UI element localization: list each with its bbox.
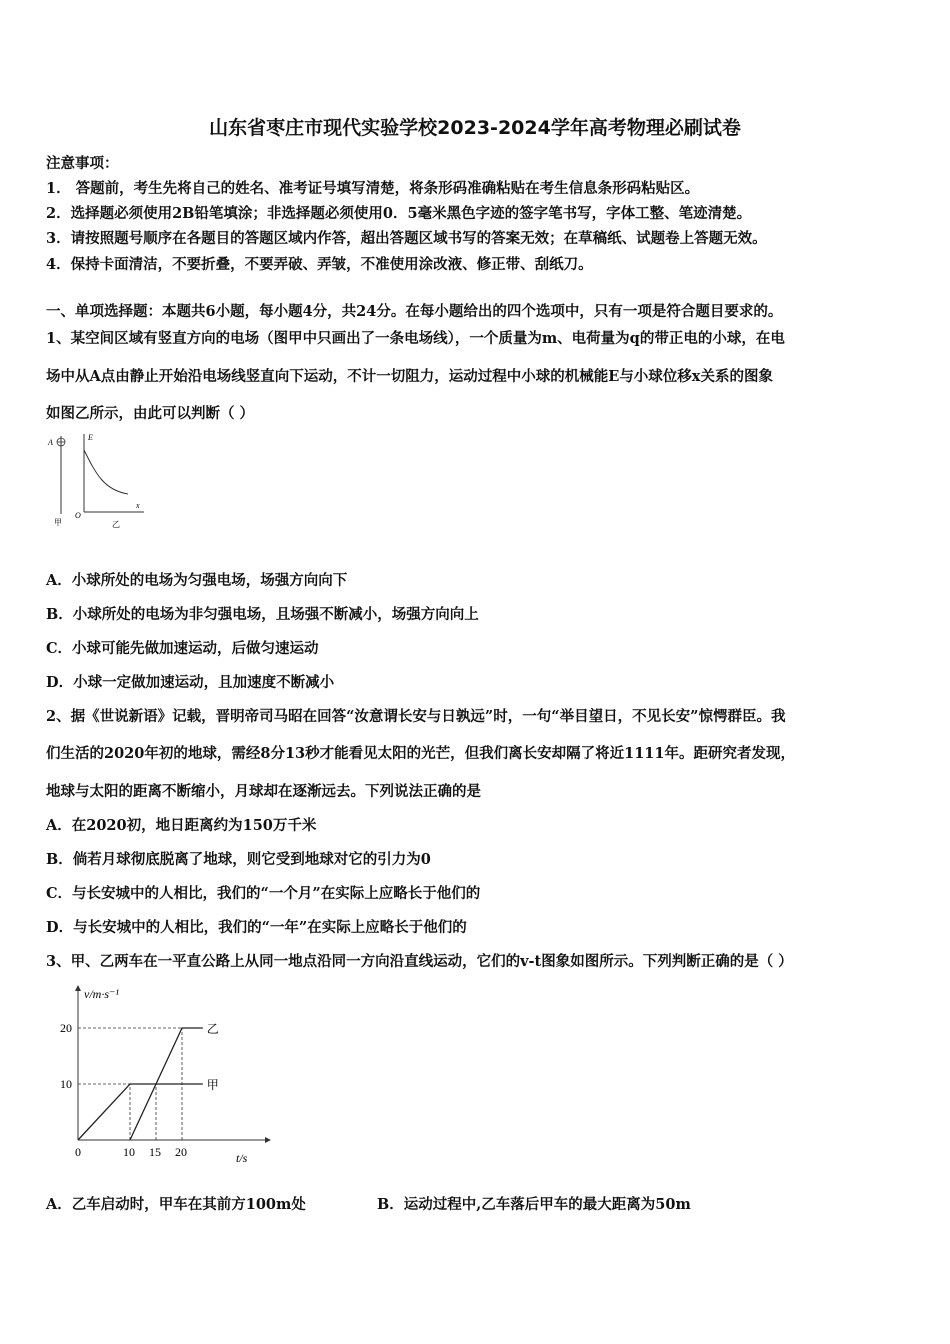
notice-item: 3．请按照题号顺序在各题目的答题区域内作答，超出答题区域书写的答案无效；在草稿纸、试题卷上答题无效。 bbox=[46, 230, 767, 247]
vt-chart bbox=[50, 980, 280, 1170]
question-2-text: 2、据《世说新语》记载，晋明帝司马昭在回答“汝意谓长安与日孰远”时，一句“举目望日，不见长安”惊愕群臣。我 bbox=[46, 708, 786, 725]
option-B: B．小球所处的电场为非匀强电场，且场强不断减小，场强方向向上 bbox=[46, 606, 479, 623]
option-A: A．小球所处的电场为匀强电场，场强方向向下 bbox=[46, 572, 348, 589]
option-D: D．小球一定做加速运动，且加速度不断减小 bbox=[46, 674, 335, 691]
y-tick-label: 10 bbox=[60, 1077, 72, 1091]
y-tick-label: 20 bbox=[60, 1021, 72, 1035]
series-label: 乙 bbox=[206, 1022, 219, 1036]
x-tick-label: 15 bbox=[149, 1145, 161, 1159]
series-line bbox=[78, 1084, 203, 1140]
label-x: x bbox=[136, 501, 140, 510]
notice-item: 2．选择题必须使用2B铅笔填涂；非选择题必须使用0．5毫米黑色字迹的签字笔书写，字体工整、笔迹清楚。 bbox=[46, 205, 752, 222]
x-tick-label: 0 bbox=[75, 1145, 81, 1159]
label-O: O bbox=[75, 511, 81, 520]
e-curve bbox=[84, 450, 128, 494]
option-C: C．与长安城中的人相比，我们的“一个月”在实际上应略长于他们的 bbox=[46, 885, 481, 902]
option-D: D．与长安城中的人相比，我们的“一年”在实际上应略长于他们的 bbox=[46, 919, 467, 936]
option-A: A．乙车启动时，甲车在其前方100m处 bbox=[46, 1196, 306, 1213]
option-C: C．小球可能先做加速运动，后做匀速运动 bbox=[46, 640, 319, 657]
label-E: E bbox=[88, 433, 93, 442]
x-tick-label: 20 bbox=[175, 1145, 187, 1159]
question-2-text: 地球与太阳的距离不断缩小，月球却在逐渐远去。下列说法正确的是 bbox=[46, 783, 481, 800]
y-axis-label: v/m·s⁻¹ bbox=[84, 987, 119, 1001]
series-label: 甲 bbox=[206, 1078, 219, 1092]
question-1-text: 场中从A点由静止开始沿电场线竖直向下运动，不计一切阻力，运动过程中小球的机械能E与小球位移x关系的图象 bbox=[46, 368, 773, 385]
question-1-figure bbox=[44, 428, 154, 530]
notice-heading: 注意事项： bbox=[46, 155, 119, 172]
option-B: B．运动过程中,乙车落后甲车的最大距离为50m bbox=[377, 1196, 691, 1213]
x-axis-label: t/s bbox=[236, 1151, 248, 1165]
x-tick-label: 10 bbox=[123, 1145, 135, 1159]
question-1-text: 如图乙所示，由此可以判断（ ） bbox=[46, 405, 255, 422]
option-A: A．在2020初，地日距离约为150万千米 bbox=[46, 817, 317, 834]
notice-item: 1． 答题前，考生先将自己的姓名、准考证号填写清楚，将条形码准确粘贴在考生信息条形码粘贴区。 bbox=[46, 180, 700, 197]
option-B: B．倘若月球彻底脱离了地球，则它受到地球对它的引力为0 bbox=[46, 851, 431, 868]
caption-yi: 乙 bbox=[112, 520, 120, 529]
notice-item: 4．保持卡面清洁，不要折叠，不要弄破、弄皱，不准使用涂改液、修正带、刮纸刀。 bbox=[46, 256, 593, 273]
label-A: A bbox=[48, 438, 53, 447]
question-3-text: 3、甲、乙两车在一平直公路上从同一地点沿同一方向沿直线运动，它们的v-t图象如图所示。下列判断正确的是（ ） bbox=[46, 953, 793, 970]
section-heading: 一、单项选择题：本题共6小题，每小题4分，共24分。在每小题给出的四个选项中，只有一项是符合题目要求的。 bbox=[46, 303, 783, 320]
question-2-text: 们生活的2020年初的地球，需经8分13秒才能看见太阳的光芒，但我们离长安却隔了将近1111年。距研究者发现， bbox=[46, 745, 795, 762]
question-1-text: 1、某空间区域有竖直方向的电场（图甲中只画出了一条电场线），一个质量为m、电荷量为q的带正电的小球，在电 bbox=[46, 330, 785, 347]
caption-jia: 甲 bbox=[54, 518, 62, 527]
page-title: 山东省枣庄市现代实验学校2023-2024学年高考物理必刷试卷 bbox=[209, 117, 741, 139]
